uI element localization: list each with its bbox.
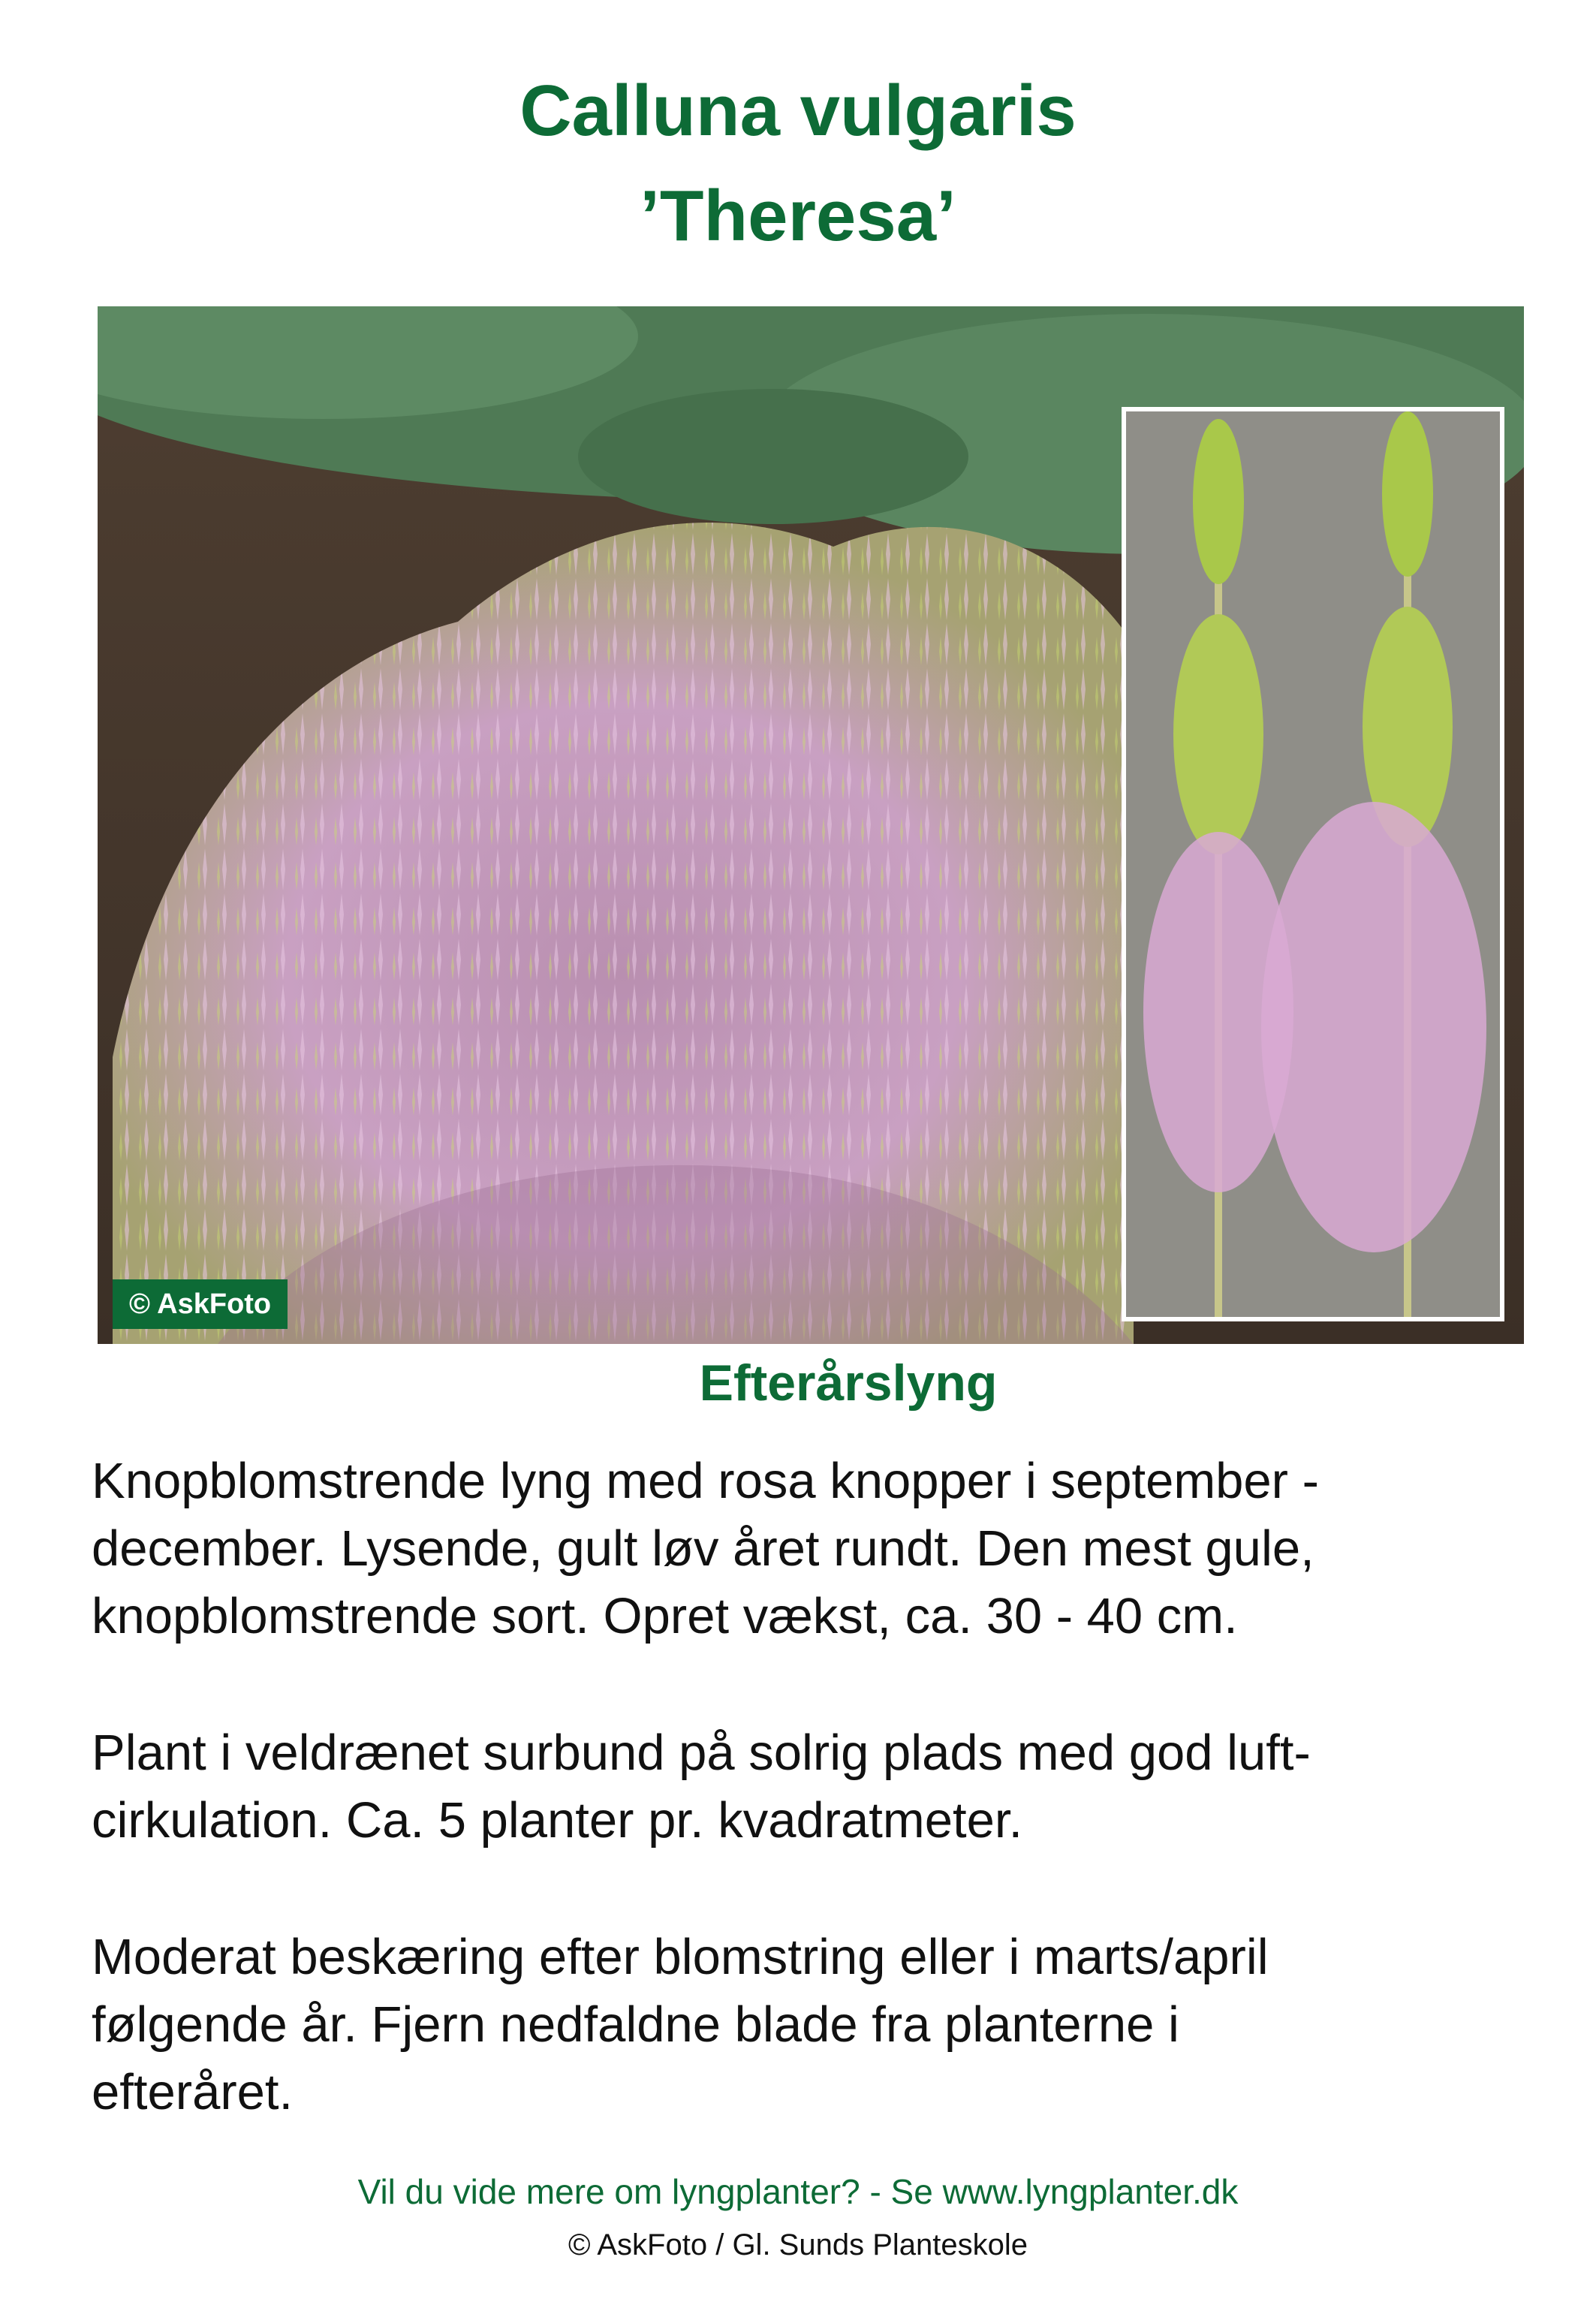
paragraph-line: cirkulation. Ca. 5 planter pr. kvadratmeter. (92, 1792, 1023, 1849)
paragraph-line: følgende år. Fjern nedfaldne blade fra planterne i (92, 1996, 1179, 2053)
common-name-heading: Efterårslyng (699, 1354, 998, 1412)
pruning-paragraph (92, 1924, 1518, 2126)
paragraph-line: efteråret. (92, 2064, 294, 2120)
page-title-line-1: Calluna vulgaris (519, 71, 1077, 151)
description-paragraph (92, 1448, 1518, 1650)
footer-website-link[interactable]: Vil du vide mere om lyngplanter? - Se www.lyngplanter.dk (357, 2172, 1239, 2211)
photo-credit-badge: © AskFoto (113, 1279, 288, 1329)
flower-closeup-illustration (1126, 411, 1500, 1317)
paragraph-line: Moderat beskæring efter blomstring eller i marts/april (92, 1929, 1269, 1985)
footer-copyright: © AskFoto / Gl. Sunds Planteskole (568, 2228, 1028, 2261)
paragraph-line: knopblomstrende sort. Opret vækst, ca. 30 - 40 cm. (92, 1588, 1238, 1644)
planting-paragraph (92, 1719, 1518, 1855)
plant-photo (98, 306, 1524, 1344)
paragraph-line: Plant i veldrænet surbund på solrig plads med god luft- (92, 1725, 1311, 1781)
flower-closeup-inset (1122, 407, 1504, 1321)
page-title-line-2: ’Theresa’ (640, 176, 956, 256)
paragraph-line: december. Lysende, gult løv året rundt. Den mest gule, (92, 1520, 1314, 1577)
paragraph-line: Knopblomstrende lyng med rosa knopper i september - (92, 1453, 1319, 1509)
